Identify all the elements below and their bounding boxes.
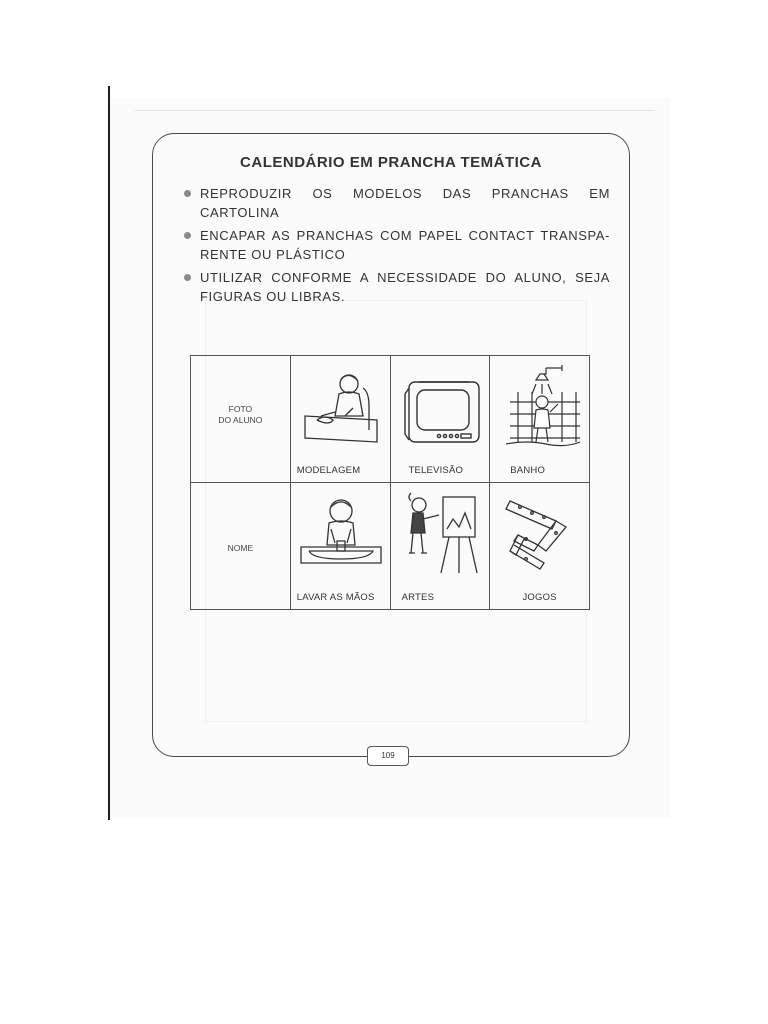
instruction-item: REPRODUZIR OS MODELOS DAS PRANCHAS EM CARTOLINA <box>182 184 610 222</box>
activity-cell-jogos <box>490 483 590 610</box>
activity-label: LAVAR AS MÃOS <box>296 592 375 603</box>
photo-label-line2: DO ALUNO <box>218 415 263 425</box>
child-modeling-clay-icon <box>297 362 385 450</box>
activity-label: MODELAGEM <box>296 465 361 476</box>
page-top-line <box>135 110 655 111</box>
painting-easel-icon <box>397 489 485 577</box>
activity-cell-modelagem <box>290 356 390 483</box>
activity-cell-banho <box>490 356 590 483</box>
photo-cell <box>191 356 291 483</box>
activity-label: JOGOS <box>522 592 557 603</box>
name-label: NOME <box>227 543 254 553</box>
activity-board <box>190 355 590 610</box>
activity-label: BANHO <box>510 465 546 476</box>
instruction-item: ENCAPAR AS PRANCHAS COM PAPEL CONTACT TRANSPA-RENTE OU PLÁSTICO <box>182 226 610 264</box>
photo-label-line1: FOTO <box>228 404 253 414</box>
page-title: CALENDÁRIO EM PRANCHA TEMÁTICA <box>240 154 542 171</box>
instruction-item: UTILIZAR CONFORME A NECESSIDADE DO ALUNO, SEJA FIGURAS OU LIBRAS. <box>182 268 610 306</box>
shower-icon <box>496 362 584 450</box>
activity-label: ARTES <box>401 592 435 603</box>
activity-cell-lavar-as-maos <box>290 483 390 610</box>
instruction-list <box>182 184 610 310</box>
washing-hands-icon <box>297 489 385 577</box>
activity-cell-artes <box>390 483 490 610</box>
dominoes-icon <box>496 489 584 577</box>
name-cell <box>191 483 291 610</box>
activity-label: TELEVISÃO <box>408 465 464 476</box>
television-icon <box>397 362 485 450</box>
activity-cell-televisao <box>390 356 490 483</box>
page-number: 109 <box>367 746 409 766</box>
